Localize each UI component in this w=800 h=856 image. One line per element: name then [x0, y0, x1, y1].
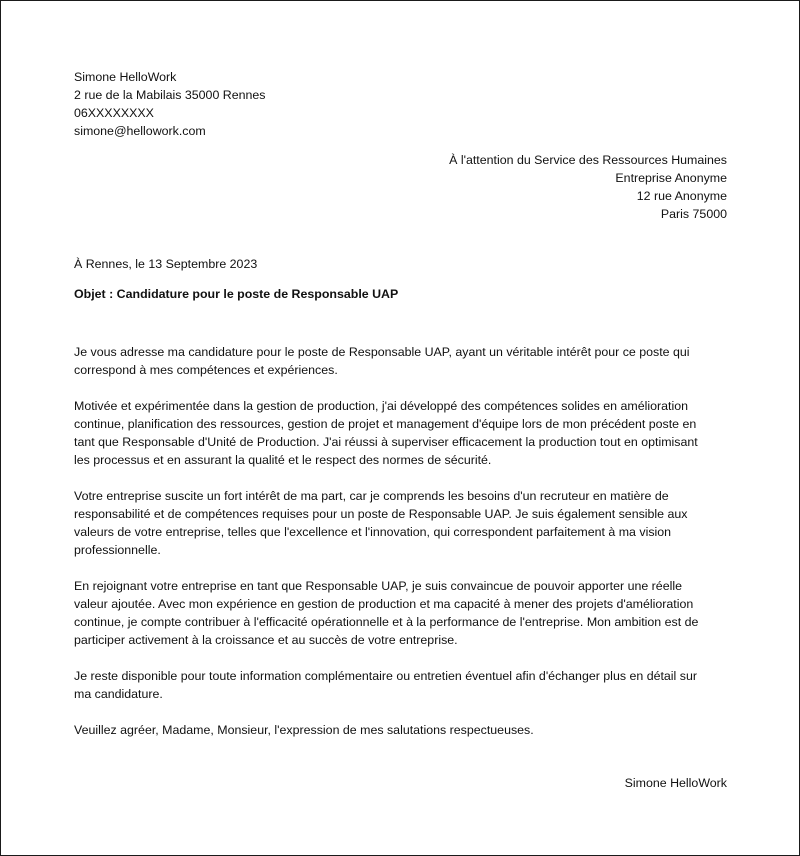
- body-paragraph: [74, 343, 734, 379]
- recipient-attention: À l'attention du Service des Ressources Humaines: [449, 153, 727, 167]
- paragraph-line: Motivée et expérimentée dans la gestion de production, j'ai développé des compétences solides en amélioration: [74, 399, 689, 413]
- sender-address: 2 rue de la Mabilais 35000 Rennes: [74, 88, 266, 102]
- body-paragraph: [74, 577, 734, 649]
- paragraph-line: Votre entreprise suscite un fort intérêt de ma part, car je comprends les besoins d'un recruteur en matière de: [74, 489, 669, 503]
- paragraph-line: correspond à mes compétences et expériences.: [74, 363, 338, 377]
- paragraph-line: Veuillez agréer, Madame, Monsieur, l'expression de mes salutations respectueuses.: [74, 723, 534, 737]
- paragraph-line: tant que Responsable d'Unité de Production. J'ai réussi à superviser efficacement la production tout en optimisant: [74, 435, 698, 449]
- sender-name: Simone HelloWork: [74, 70, 177, 84]
- paragraph-line: professionnelle.: [74, 543, 161, 557]
- paragraph-line: continue, planification des ressources, gestion de projet et management d'équipe lors de mon précédent poste en: [74, 417, 697, 431]
- paragraph-line: Je vous adresse ma candidature pour le poste de Responsable UAP, ayant un véritable intérêt pour ce poste qui: [74, 345, 690, 359]
- sender-email: simone@hellowork.com: [74, 124, 206, 138]
- recipient-company: Entreprise Anonyme: [615, 171, 727, 185]
- sender-phone: 06XXXXXXXX: [74, 106, 154, 120]
- recipient-street: 12 rue Anonyme: [636, 189, 727, 203]
- signature: Simone HelloWork: [624, 776, 727, 790]
- letter-body: [74, 343, 734, 757]
- paragraph-line: responsabilité et de compétences requises pour un poste de Responsable UAP. Je suis également sensible aux: [74, 507, 688, 521]
- paragraph-line: continue, je compte contribuer à l'efficacité opérationnelle et à la performance de l'entreprise. Mon ambition est de: [74, 615, 699, 629]
- letter-subject: Objet : Candidature pour le poste de Responsable UAP: [74, 287, 399, 301]
- paragraph-line: En rejoignant votre entreprise en tant que Responsable UAP, je suis convaincue de pouvoir apporter une réelle: [74, 579, 682, 593]
- body-paragraph: [74, 721, 734, 739]
- recipient-city: Paris 75000: [660, 207, 727, 221]
- recipient-block: [449, 151, 727, 223]
- paragraph-line: valeurs de votre entreprise, telles que l'excellence et l'innovation, qui correspondent parfaitement à ma vision: [74, 525, 672, 539]
- body-paragraph: [74, 667, 734, 703]
- paragraph-line: ma candidature.: [74, 687, 163, 701]
- paragraph-line: les processus et en assurant la qualité et le respect des normes de sécurité.: [74, 453, 492, 467]
- paragraph-line: participer activement à la croissance et au succès de votre entreprise.: [74, 633, 458, 647]
- body-paragraph: [74, 397, 734, 469]
- paragraph-line: valeur ajoutée. Avec mon expérience en gestion de production et ma capacité à mener des projets d'amélioration: [74, 597, 694, 611]
- paragraph-line: Je reste disponible pour toute information complémentaire ou entretien éventuel afin d'échanger plus en détail sur: [74, 669, 697, 683]
- body-paragraph: [74, 487, 734, 559]
- sender-block: [74, 68, 266, 140]
- letter-date: À Rennes, le 13 Septembre 2023: [74, 257, 258, 271]
